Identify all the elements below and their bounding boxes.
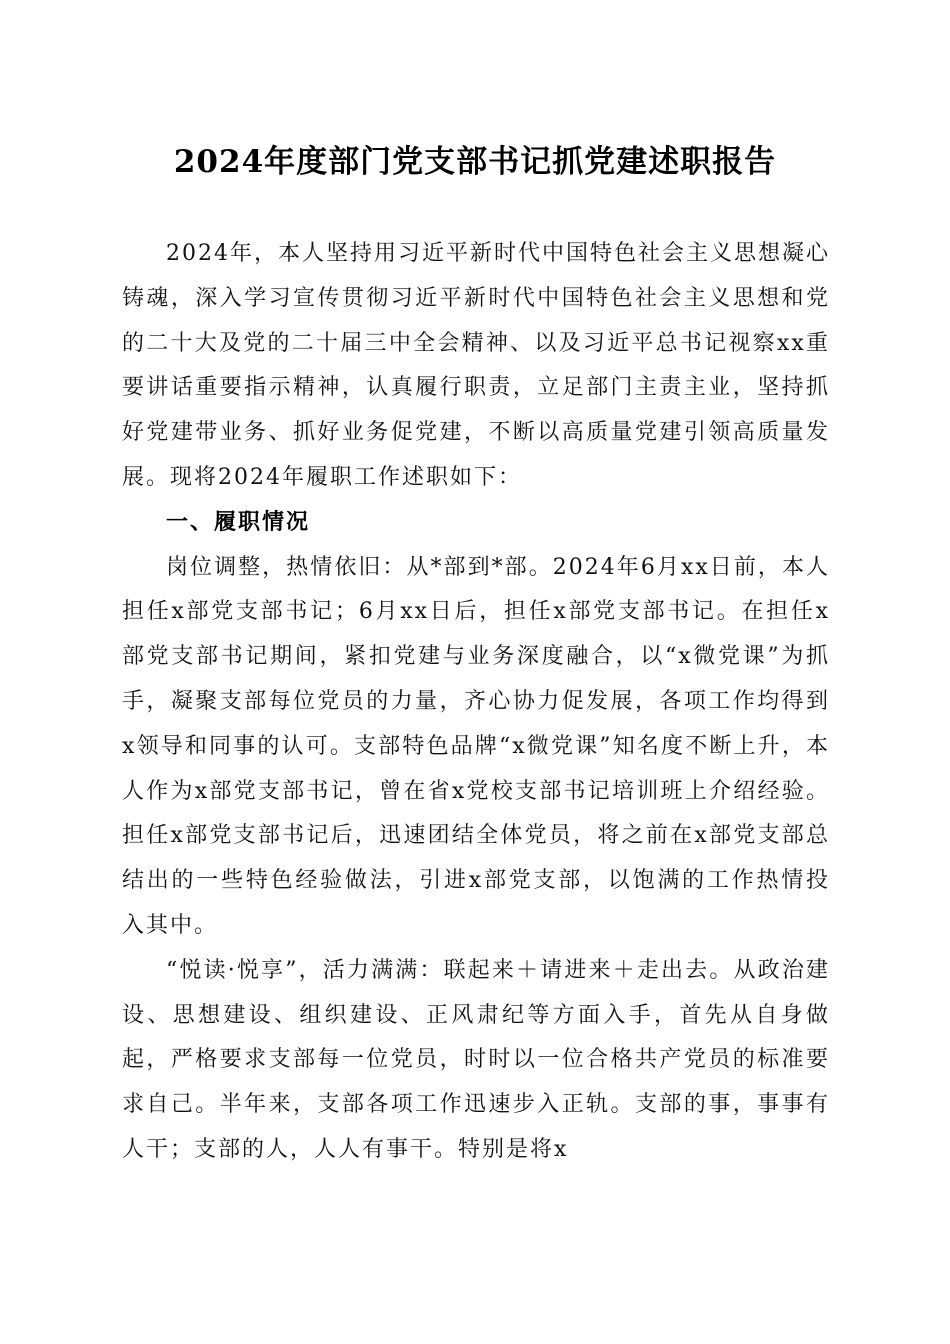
intro-paragraph: 2024年，本人坚持用习近平新时代中国特色社会主义思想凝心铸魂，深入学习宣传贯彻习近平新时代中国特色社会主义思想和党的二十大及党的二十届三中全会精神、以及习近平总书记视察xx重要讲话重要指示精神，认真履行职责，立足部门主责主业，坚持抓好党建带业务、抓好业务促党建，不断以高质量党建引领高质量发展。现将2024年履职工作述职如下： [122,241,830,490]
document-body [122,232,830,1173]
section-heading: 一、履职情况 [166,509,311,535]
section-paragraph-1: 岗位调整，热情依旧：从*部到*部。2024年6月xx日前，本人担任x部党支部书记；6月xx日后，担任x部党支部书记。在担任x部党支部书记期间，紧扣党建与业务深度融合，以“x微党课”为抓手，凝聚支部每位党员的力量，齐心协力促发展，各项工作均得到x领导和同事的认可。支部特色品牌“x微党课”知名度不断上升，本人作为x部党支部书记，曾在省x党校支部书记培训班上介绍经验。担任x部党支部书记后，迅速团结全体党员，将之前在x部党支部总结出的一些特色经验做法，引进x部党支部，以饱满的工作热情投入其中。 [122,554,830,938]
section-paragraph-2: “悦读·悦享”，活力满满：联起来＋请进来＋走出去。从政治建设、思想建设、组织建设、正风肃纪等方面入手，首先从自身做起，严格要求支部每一位党员，时时以一位合格共产党员的标准要求自己。半年来，支部各项工作迅速步入正轨。支部的事，事事有人干；支部的人，人人有事干。特别是将x [122,957,830,1162]
document-title: 2024年度部门党支部书记抓党建述职报告 [173,144,777,180]
